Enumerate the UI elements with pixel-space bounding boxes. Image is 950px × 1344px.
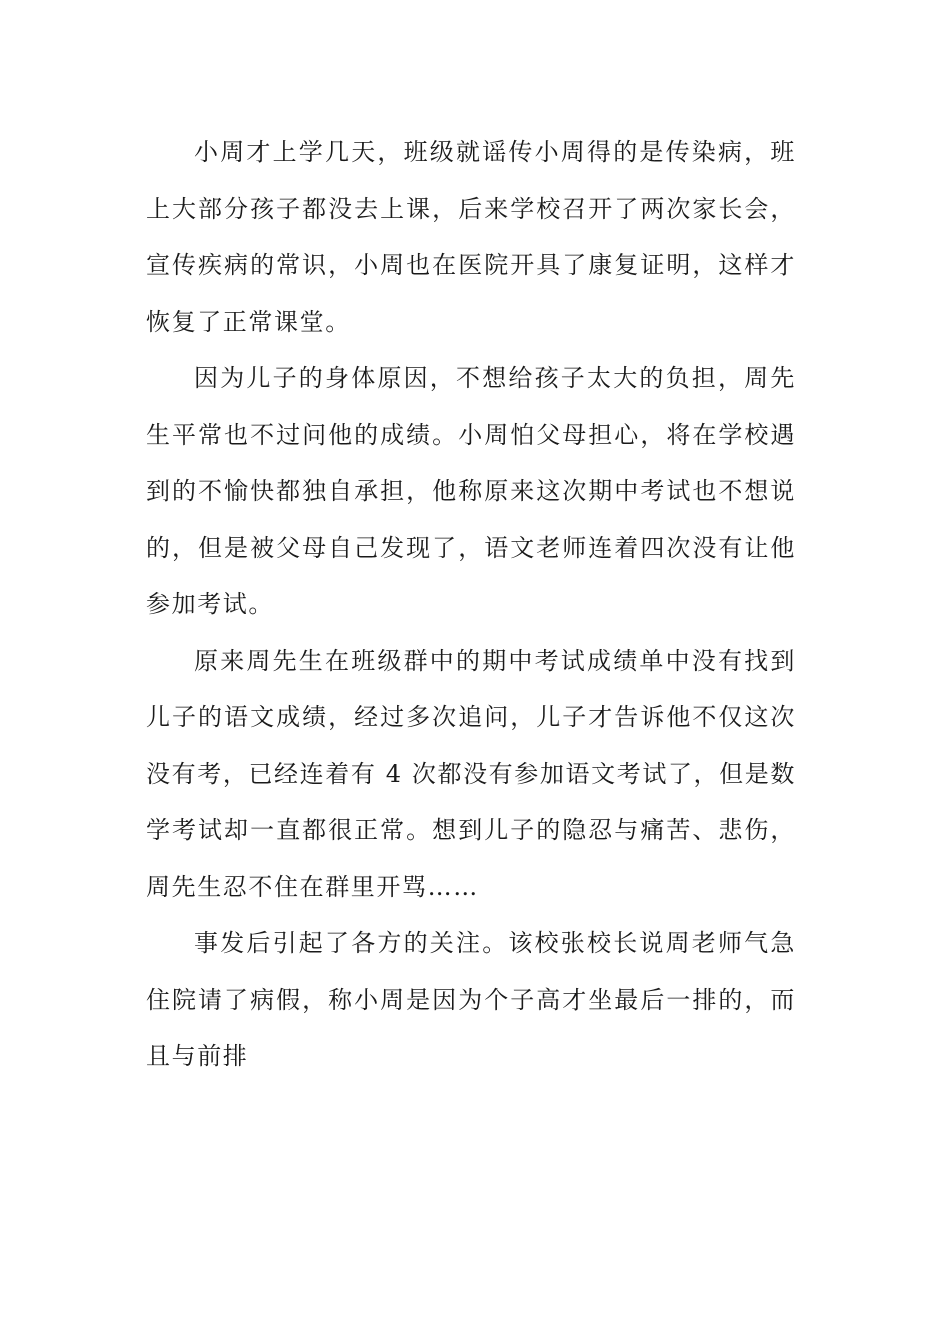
document-body xyxy=(146,124,796,1085)
paragraph: 小周才上学几天，班级就谣传小周得的是传染病，班上大部分孩子都没去上课，后来学校召开了两次家长会，宣传疾病的常识，小周也在医院开具了康复证明，这样才恢复了正常课堂。 xyxy=(146,138,796,336)
paragraph: 事发后引起了各方的关注。该校张校长说周老师气急住院请了病假，称小周是因为个子高才坐最后一排的，而且与前排 xyxy=(146,929,796,1070)
paragraph: 原来周先生在班级群中的期中考试成绩单中没有找到儿子的语文成绩，经过多次追问，儿子才告诉他不仅这次没有考，已经连着有 4 次都没有参加语文考试了，但是数学考试却一直都很正常。想到儿子的隐忍与痛苦、悲伤，周先生忍不住在群里开骂…… xyxy=(146,646,796,901)
paragraph: 因为儿子的身体原因，不想给孩子太大的负担，周先生平常也不过问他的成绩。小周怕父母担心，将在学校遇到的不愉快都独自承担，他称原来这次期中考试也不想说的，但是被父母自己发现了，语文老师连着四次没有让他参加考试。 xyxy=(146,364,796,618)
